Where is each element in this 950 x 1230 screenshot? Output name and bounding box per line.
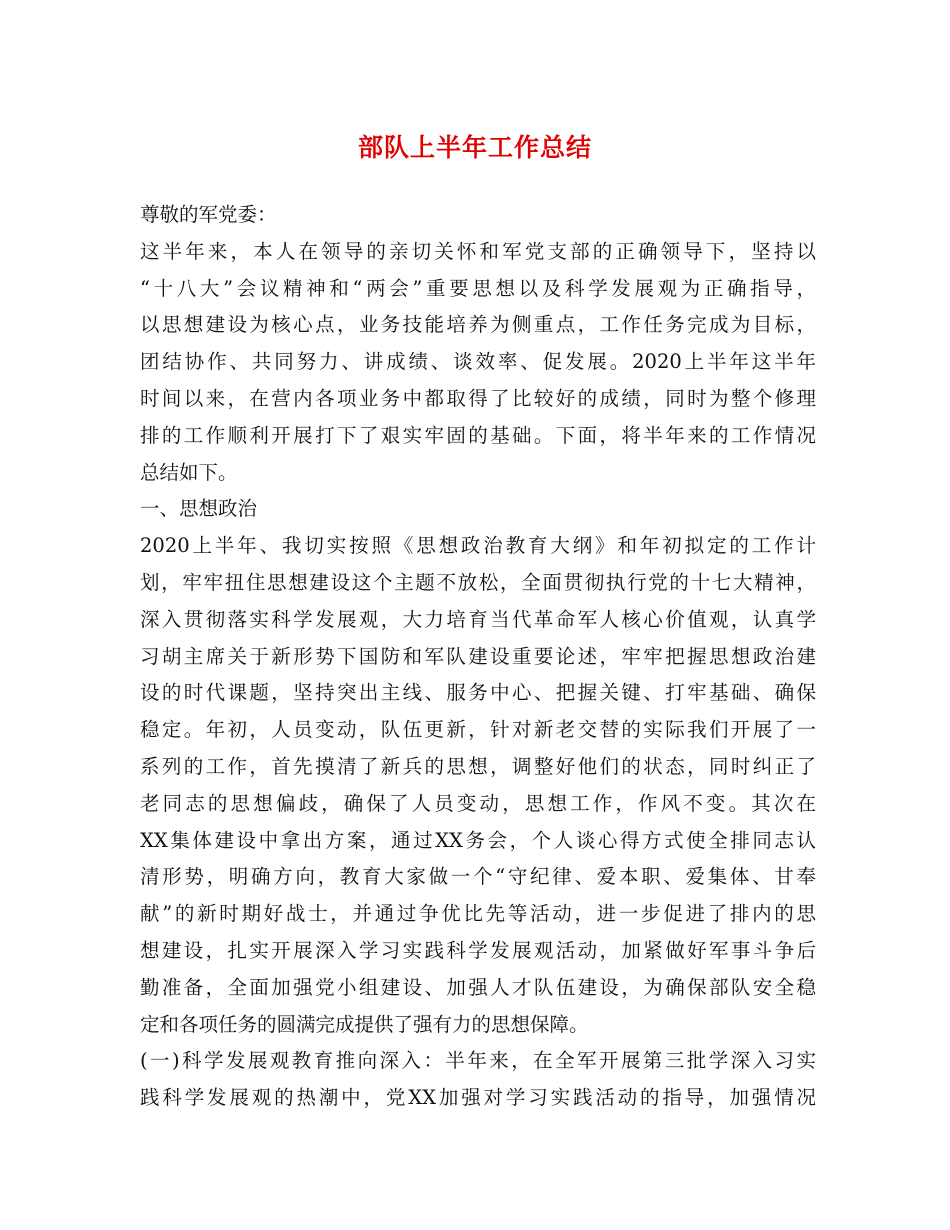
paragraph-line: 以思想建设为核心点，业务技能培养为侧重点，工作任务完成为目标， <box>140 313 816 337</box>
paragraph-line: “十八大”会议精神和“两会”重要思想以及科学发展观为正确指导， <box>140 276 816 300</box>
paragraph-line: 时间以来，在营内各项业务中都取得了比较好的成绩，同时为整个修理 <box>140 386 816 410</box>
paragraph-line: 老同志的思想偏歧，确保了人员变动，思想工作，作风不变。其次在 <box>140 791 816 815</box>
paragraph-line: 设的时代课题，坚持突出主线、服务中心、把握关键、打牢基础、确保 <box>140 681 816 705</box>
paragraph-line: 献”的新时期好战士，并通过争优比先等活动，进一步促进了排内的思 <box>140 902 816 926</box>
paragraph-line: 系列的工作，首先摸清了新兵的思想，调整好他们的状态，同时纠正了 <box>140 754 816 778</box>
paragraph-line: 排的工作顺利开展打下了艰实牢固的基础。下面，将半年来的工作情况 <box>140 423 816 447</box>
document-title: 部队上半年工作总结 <box>357 133 592 162</box>
paragraph-line: 定和各项任务的圆满完成提供了强有力的思想保障。 <box>140 1012 589 1036</box>
paragraph-line: 稳定。年初，人员变动，队伍更新，针对新老交替的实际我们开展了一 <box>140 718 816 742</box>
paragraph-line: 这半年来，本人在领导的亲切关怀和军党支部的正确领导下，坚持以 <box>140 239 816 263</box>
paragraph-line: 团结协作、共同努力、讲成绩、谈效率、促发展。2020上半年这半年 <box>140 350 816 374</box>
paragraph-line: 深入贯彻落实科学发展观，大力培育当代革命军人核心价值观，认真学 <box>140 607 816 631</box>
paragraph-line: 想建设，扎实开展深入学习实践科学发展观活动，加紧做好军事斗争后 <box>140 938 816 962</box>
paragraph-line: 总结如下。 <box>140 460 238 484</box>
paragraph-line: 践科学发展观的热潮中，党XX加强对学习实践活动的指导，加强情况 <box>140 1086 816 1110</box>
document-body <box>140 197 816 1117</box>
paragraph-line: 尊敬的军党委： <box>140 203 277 226</box>
paragraph-line: (一)科学发展观教育推向深入：半年来，在全军开展第三批学深入习实 <box>140 1049 816 1073</box>
paragraph-line: 2020上半年、我切实按照《思想政治教育大纲》和年初拟定的工作计 <box>140 534 816 558</box>
paragraph-line: 习胡主席关于新形势下国防和军队建设重要论述，牢牢把握思想政治建 <box>140 644 816 668</box>
paragraph-line: 清形势，明确方向，教育大家做一个“守纪律、爱本职、爱集体、甘奉 <box>140 865 816 889</box>
paragraph-line: 勤准备，全面加强党小组建设、加强人才队伍建设，为确保部队安全稳 <box>140 975 816 999</box>
paragraph-line: 划，牢牢扭住思想建设这个主题不放松，全面贯彻执行党的十七大精神， <box>140 570 816 594</box>
paragraph-line: 一、思想政治 <box>140 497 258 521</box>
paragraph-line: XX集体建设中拿出方案，通过XX务会，个人谈心得方式使全排同志认 <box>140 828 816 852</box>
